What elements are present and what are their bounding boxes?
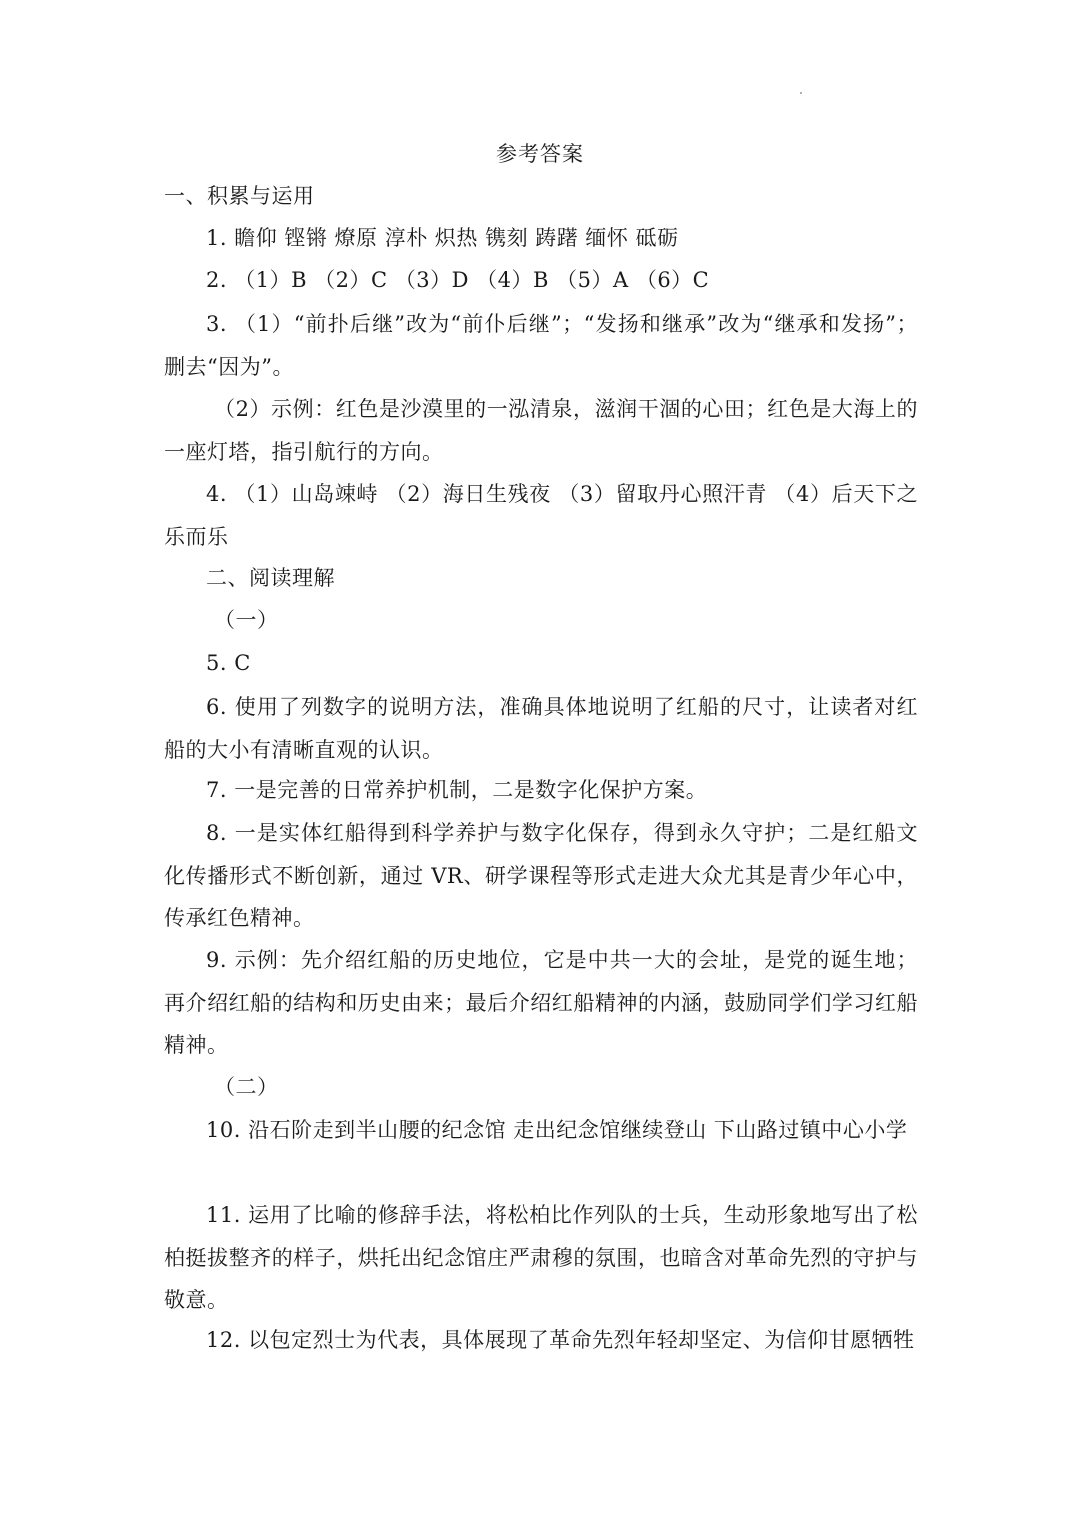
answer-5: 5. C bbox=[206, 651, 251, 675]
answer-1: 1. 瞻仰 铿锵 燎原 淳朴 炽热 镌刻 踌躇 缅怀 砥砺 bbox=[206, 226, 679, 250]
answer-4: 4. （1）山岛竦峙 （2）海日生残夜 （3）留取丹心照汗青 （4）后天下之乐而乐 bbox=[164, 482, 918, 549]
page-title: 参考答案 bbox=[496, 142, 584, 166]
answer-6: 6. 使用了列数字的说明方法，准确具体地说明了红船的尺寸，让读者对红船的大小有清晰直观的认识。 bbox=[164, 695, 918, 762]
answer-10: 10. 沿石阶走到半山腰的纪念馆 走出纪念馆继续登山 下山路过镇中心小学 bbox=[206, 1118, 908, 1142]
answer-12: 12. 以包定烈士为代表，具体展现了革命先烈年轻却坚定、为信仰甘愿牺牲 bbox=[206, 1328, 915, 1352]
answer-11: 11. 运用了比喻的修辞手法，将松柏比作列队的士兵，生动形象地写出了松柏挺拔整齐的样子，烘托出纪念馆庄严肃穆的氛围，也暗含对革命先烈的守护与敬意。 bbox=[164, 1203, 918, 1312]
page-mark bbox=[800, 92, 802, 94]
answer-7: 7. 一是完善的日常养护机制，二是数字化保护方案。 bbox=[206, 778, 708, 802]
section-heading-1: 一、积累与运用 bbox=[164, 184, 315, 208]
part-heading-2: （二） bbox=[214, 1075, 279, 1099]
answer-9: 9. 示例：先介绍红船的历史地位，它是中共一大的会址，是党的诞生地；再介绍红船的结构和历史由来；最后介绍红船精神的内涵，鼓励同学们学习红船精神。 bbox=[164, 948, 918, 1057]
answer-3-2: （2）示例：红色是沙漠里的一泓清泉，滋润干涸的心田；红色是大海上的一座灯塔，指引航行的方向。 bbox=[164, 397, 918, 464]
answer-8: 8. 一是实体红船得到科学养护与数字化保存，得到永久守护；二是红船文化传播形式不断创新，通过 VR、研学课程等形式走进大众尤其是青少年心中，传承红色精神。 bbox=[164, 821, 918, 930]
section-heading-2: 二、阅读理解 bbox=[206, 566, 335, 590]
part-heading-1: （一） bbox=[214, 608, 279, 632]
answer-3-1: 3. （1）“前扑后继”改为“前仆后继”；“发扬和继承”改为“继承和发扬”；删去“因为”。 bbox=[164, 312, 918, 379]
answer-2: 2. （1）B （2）C （3）D （4）B （5）A （6）C bbox=[206, 268, 710, 292]
